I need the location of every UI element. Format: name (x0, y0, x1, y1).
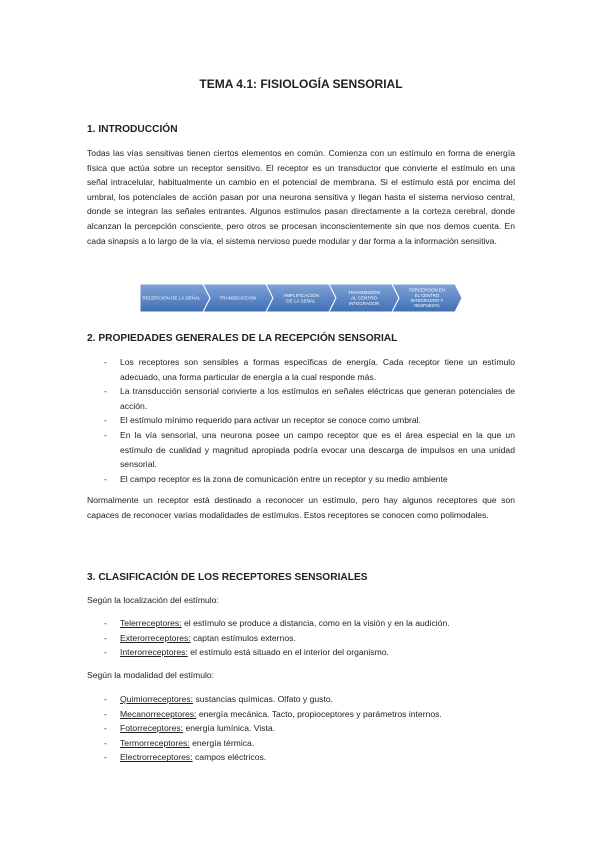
modality-lead: Según la modalidad del estímulo: (87, 670, 215, 680)
modality-list (87, 692, 515, 765)
list-item: - Fotorreceptores: energía lumínica. Vista. (104, 723, 276, 734)
flow-step-label: DE LA SEÑAL (286, 298, 316, 304)
list-item: - Los receptores son sensibles a formas específicas de energía. Cada receptor tiene un estímulo adecuado, una forma particular de energía a la cual responde más. (104, 357, 515, 382)
flow-step (140, 284, 210, 312)
flow-step-label: RECEPCIÓN DE LA SEÑAL (142, 295, 201, 301)
properties-list (87, 355, 515, 486)
list-item: - Interorreceptores: el estímulo está situado en el interior del organismo. (104, 647, 389, 658)
list-item: - Termorreceptores: energía térmica. (104, 737, 255, 748)
flow-step-label: AMPLIFICACIÓN (283, 292, 319, 298)
localization-lead: Según la localización del estímulo: (87, 595, 219, 605)
section-3-heading: 3. CLASIFICACIÓN DE LOS RECEPTORES SENSORIALES (87, 572, 368, 583)
flow-step (329, 284, 399, 312)
flow-step-label: TRANSDUCCIÓN (219, 295, 257, 301)
flow-step (203, 284, 273, 312)
flow-step (392, 284, 462, 312)
page-title: TEMA 4.1: FISIOLOGÍA SENSORIAL (199, 77, 403, 91)
list-item: - En la vía sensorial, una neurona posee un campo receptor que es el área especial en la que un estímulo de cualidad y magnitud apropiada podría evocar una descarga de impulsos en una unidad sensorial. (104, 429, 515, 470)
flow-step-label: INTEGRADOR Y (410, 298, 444, 304)
list-item: - El campo receptor es la zona de comunicación entre un receptor y su medio ambiente (104, 473, 448, 484)
flow-step-label: EL CENTRO (414, 292, 440, 298)
list-item: - La transducción sensorial convierte a los estímulos en señales eléctricas que generan potenciales de acción. (104, 386, 515, 411)
list-item: - Mecanorreceptores: energía mecánica. Tacto, propioceptores y parámetros internos. (104, 708, 442, 719)
section-1-heading: 1. INTRODUCCIÓN (87, 124, 178, 135)
flow-step-label: AL CENTRO (350, 295, 378, 301)
process-flow-svg (140, 284, 462, 312)
list-item: - Quimiorreceptores: sustancias químicas. Olfato y gusto. (104, 694, 334, 704)
section-2-heading: 2. PROPIEDADES GENERALES DE LA RECEPCIÓN SENSORIAL (87, 333, 398, 344)
flow-step-label: PERCEPCIÓN EN (409, 287, 445, 293)
flow-step-label: INTEGRADOR (348, 301, 380, 307)
flow-step (266, 284, 336, 312)
process-flow-diagram (140, 284, 462, 312)
list-item: - Electrorreceptores: campos eléctricos. (104, 752, 267, 763)
list-item: - El estímulo mínimo requerido para activar un receptor se conoce como umbral. (104, 415, 421, 426)
section-2-paragraph: Normalmente un receptor está destinado a reconocer un estímulo, pero hay algunos receptores que son capaces de reconocer varias modalidades de estímulos. Estos receptores se conocen como polimodales. (87, 495, 515, 520)
flow-step-label: TRANSMISIÓN (348, 290, 380, 296)
flow-step-label: RESPUESTA (414, 303, 440, 309)
list-item: - Exterorreceptores: captan estímulos externos. (104, 632, 296, 643)
localization-list (87, 616, 515, 660)
section-1-paragraph: Todas las vías sensitivas tienen ciertos elementos en común. Comienza con un estímulo en forma de energía física que actúa sobre un receptor sensitivo. El receptor es un transductor que convierte el estímulo en una señal intracelular, habitualmente un cambio en el potencial de membrana. Si el estímulo está por encima del umbral, los potenciales de acción pasan por una neurona sensitiva y llegan hasta el sistema nervioso central, donde se integran las señales entrantes. Algunos estímulos pasan directamente a la corteza cerebral, donde alcanzan la percepción consciente, pero otros se procesan inconscientemente sin que nos demos cuenta. En cada sinapsis a lo largo de la vía, el sistema nervioso puede modular y dar forma a la información sensitiva. (87, 148, 515, 246)
list-item: - Telerreceptores: el estímulo se produce a distancia, como en la visión y en la audición. (104, 618, 450, 628)
